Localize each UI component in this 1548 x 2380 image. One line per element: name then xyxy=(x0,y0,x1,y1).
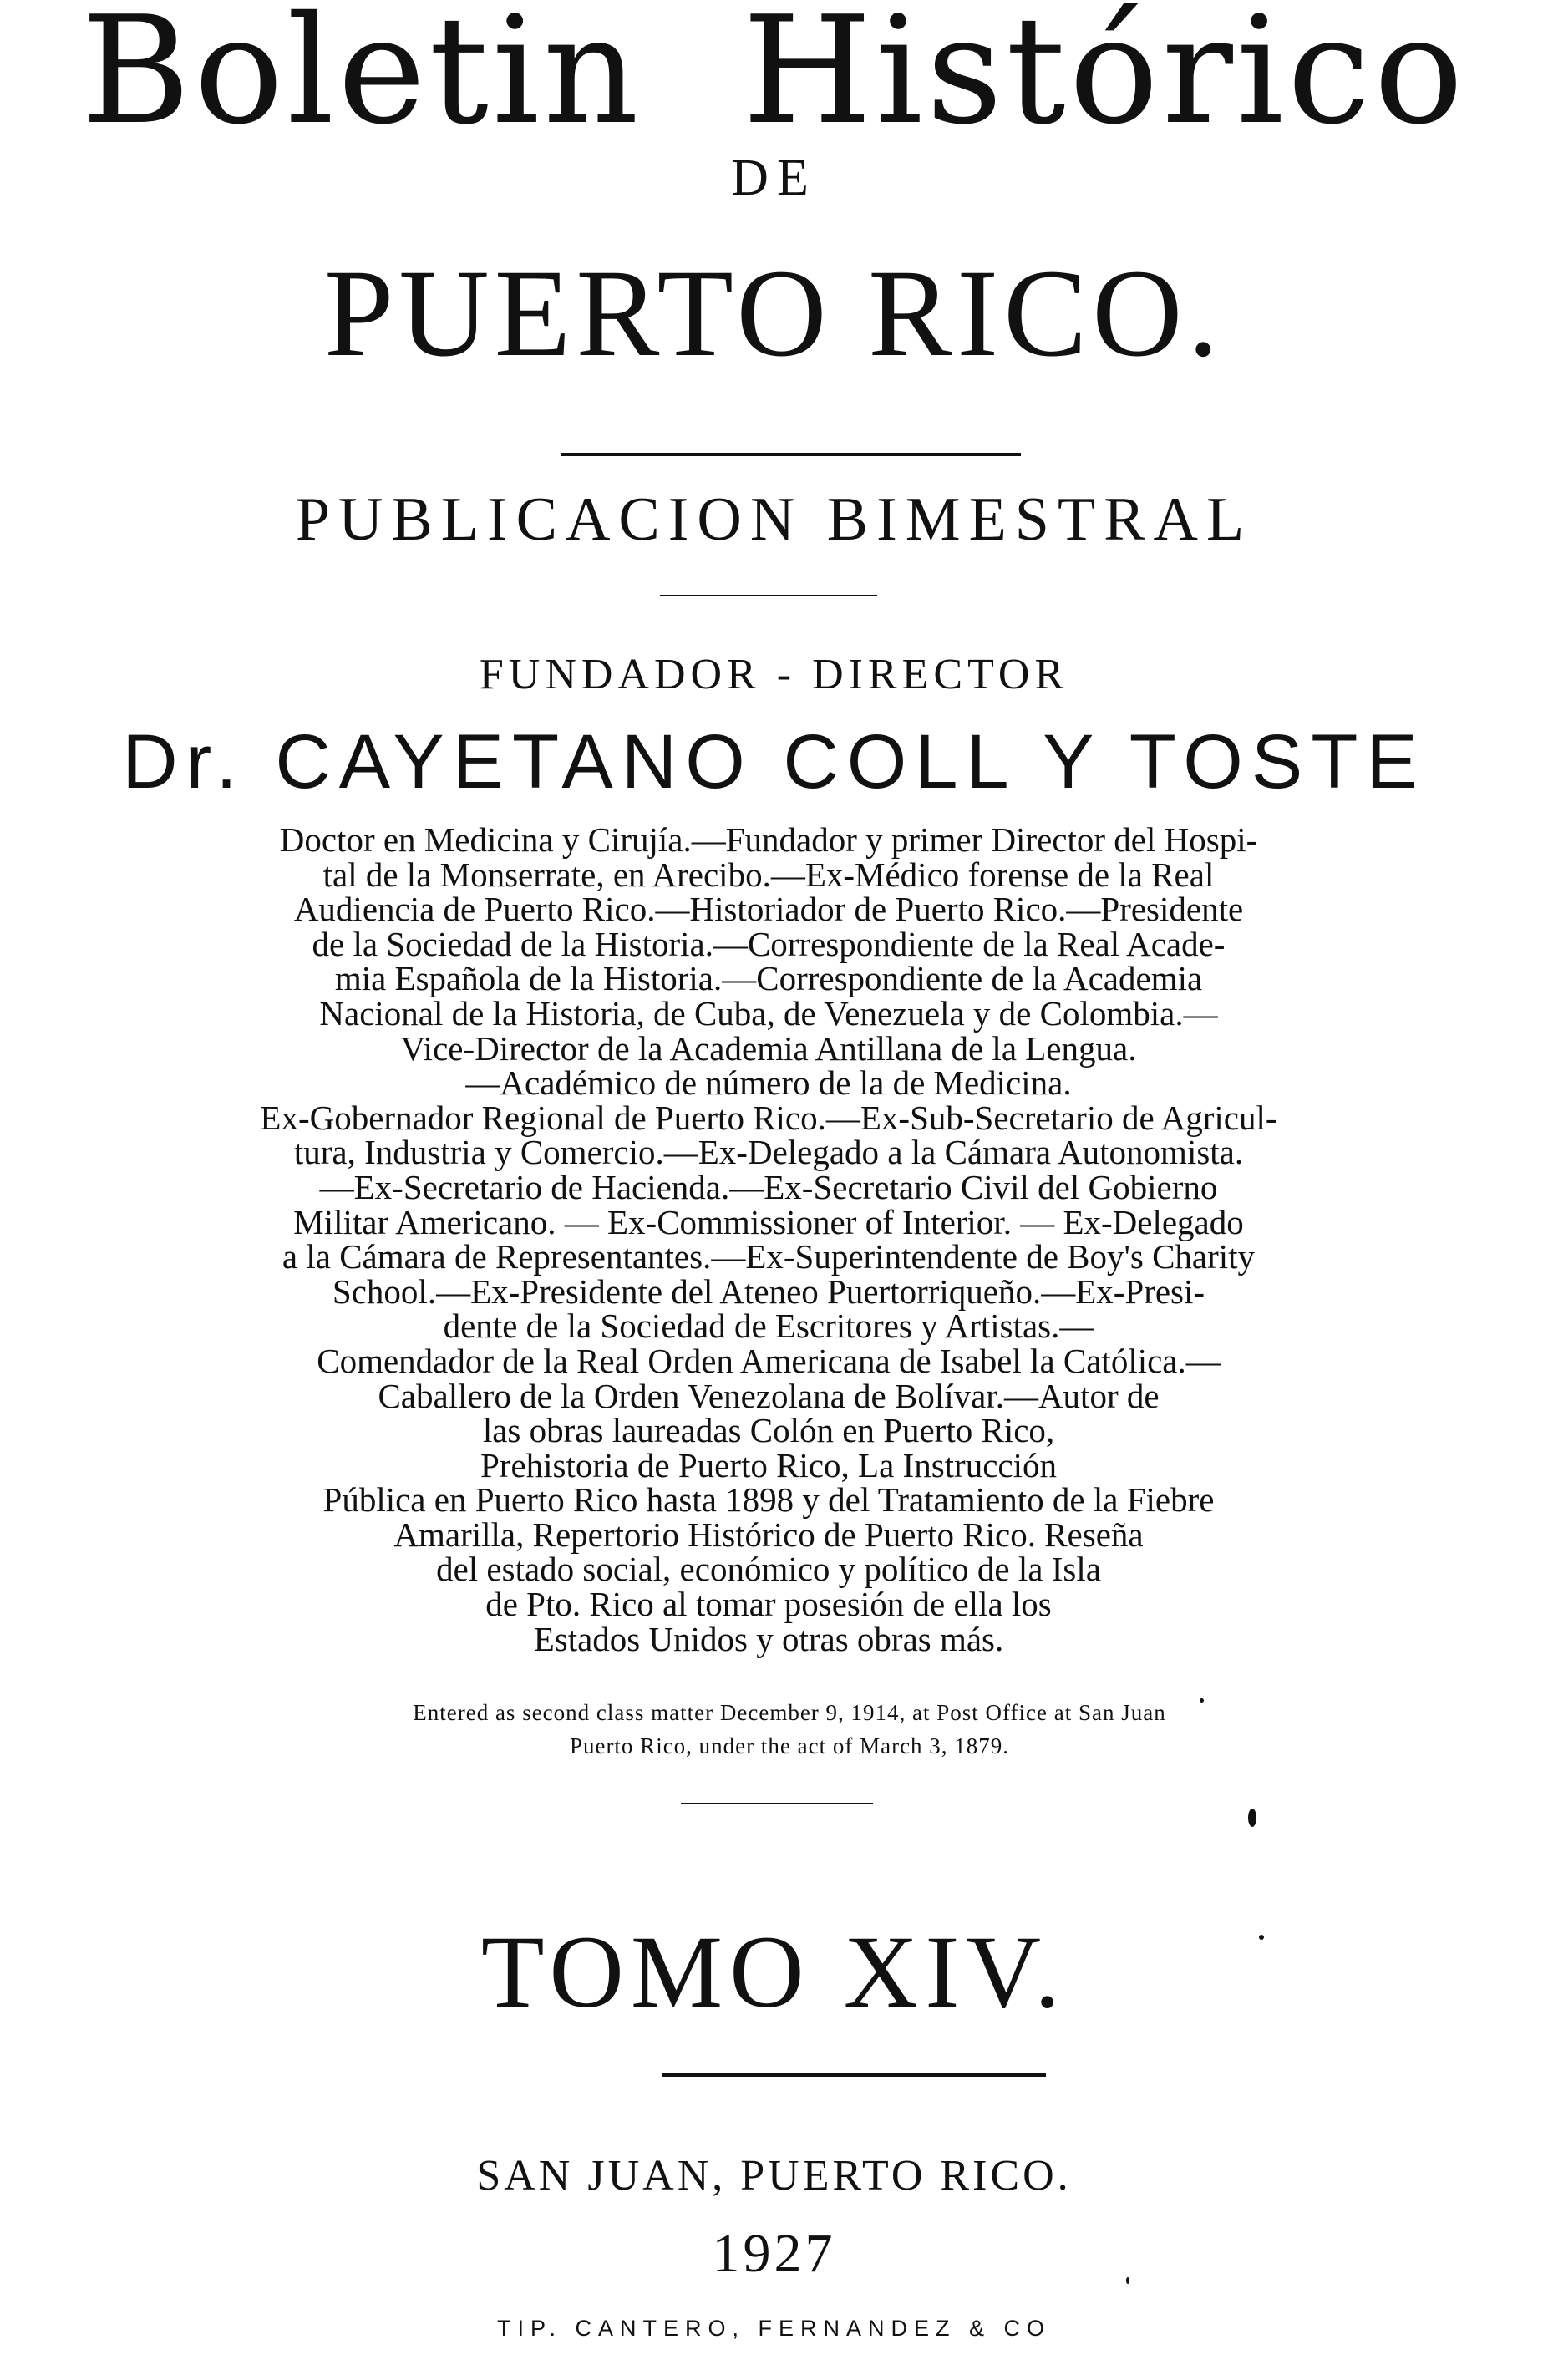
bio-line: mia Española de la Historia.—Correspondiente de la Academia xyxy=(334,959,1203,998)
bio-line: Prehistoria de Puerto Rico, La Instrucción xyxy=(480,1445,1057,1484)
postal-notice-line2: Puerto Rico, under the act of March 3, 1879. xyxy=(569,1733,1010,1758)
bio-line: —Académico de número de la de Medicina. xyxy=(465,1063,1072,1103)
bio-line: del estado social, económico y político de la Isla xyxy=(436,1550,1101,1589)
bio-line: las obras laureadas Colón en Puerto Rico, xyxy=(482,1411,1055,1450)
masthead-title-word1: Boletin xyxy=(81,0,642,157)
ink-speck xyxy=(1200,1698,1204,1703)
founder-name: Dr. CAYETANO COLL Y TOSTE xyxy=(122,719,1426,804)
postal-notice-line1: Entered as second class matter December 9, 1914, at Post Office at San Juan xyxy=(413,1700,1166,1725)
divider-top xyxy=(561,453,1021,456)
bio-line: Audiencia de Puerto Rico.—Historiador de Puerto Rico.—Presidente xyxy=(293,890,1244,929)
masthead-subtitle: PUERTO RICO. xyxy=(323,244,1225,383)
masthead-connector: DE xyxy=(731,150,817,206)
imprint-city: SAN JUAN, PUERTO RICO. xyxy=(476,2152,1072,2200)
founder-role: FUNDADOR - DIRECTOR xyxy=(479,651,1069,698)
imprint-printer: TIP. CANTERO, FERNANDEZ & CO xyxy=(496,2316,1052,2341)
ink-speck xyxy=(1259,1935,1264,1940)
bio-line: Comendador de la Real Orden Americana de Isabel la Católica.— xyxy=(317,1341,1221,1380)
bio-line: tal de la Monserrate, en Arecibo.—Ex-Médico forense de la Real xyxy=(322,855,1215,894)
bio-line: Estados Unidos y otras obras más. xyxy=(533,1619,1004,1658)
bio-line: —Ex-Secretario de Hacienda.—Ex-Secretario Civil del Gobierno xyxy=(319,1167,1218,1206)
bio-line: dente de la Sociedad de Escritores y Artistas.— xyxy=(443,1307,1094,1346)
bio-line: Caballero de la Orden Venezolana de Bolívar.—Autor de xyxy=(378,1376,1160,1415)
imprint-year: 1927 xyxy=(712,2223,836,2284)
bio-line: Ex-Gobernador Regional de Puerto Rico.—Ex-Sub-Secretario de Agricul- xyxy=(260,1098,1277,1137)
volume-number: TOMO XIV. xyxy=(480,1915,1068,2029)
bio-line: School.—Ex-Presidente del Ateneo Puertorriqueño.—Ex-Presi- xyxy=(332,1271,1205,1311)
bio-line: tura, Industria y Comercio.—Ex-Delegado a la Cámara Autonomista. xyxy=(293,1133,1244,1172)
bio-line: Amarilla, Repertorio Histórico de Puerto Rico. Reseña xyxy=(393,1515,1144,1554)
masthead-title-word2: Histórico xyxy=(742,0,1467,157)
ink-speck xyxy=(1126,2277,1129,2284)
bio-line: Pública en Puerto Rico hasta 1898 y del Tratamiento de la Fiebre xyxy=(322,1480,1215,1520)
divider-postal xyxy=(681,1803,873,1804)
bio-line: Doctor en Medicina y Cirujía.—Fundador y primer Director del Hospi- xyxy=(279,820,1258,859)
divider-pub xyxy=(660,595,877,596)
bio-line: Militar Americano. — Ex-Commissioner of Interior. — Ex-Delegado xyxy=(293,1202,1244,1241)
founder-biography xyxy=(209,820,1328,1658)
ink-speck xyxy=(1248,1809,1256,1827)
bio-line: Vice-Director de la Academia Antillana de la Lengua. xyxy=(400,1028,1137,1068)
postal-notice xyxy=(251,1696,1328,1763)
bio-line: de la Sociedad de la Historia.—Correspondiente de la Real Acade- xyxy=(312,924,1226,963)
divider-volume xyxy=(662,2073,1046,2077)
bio-line: a la Cámara de Representantes.—Ex-Superintendente de Boy's Charity xyxy=(282,1237,1256,1276)
publication-frequency: PUBLICACION BIMESTRAL xyxy=(295,485,1253,554)
masthead-title xyxy=(0,0,1548,157)
bio-line: Nacional de la Historia, de Cuba, de Venezuela y de Colombia.— xyxy=(319,993,1218,1033)
bio-line: de Pto. Rico al tomar posesión de ella los xyxy=(485,1585,1052,1624)
